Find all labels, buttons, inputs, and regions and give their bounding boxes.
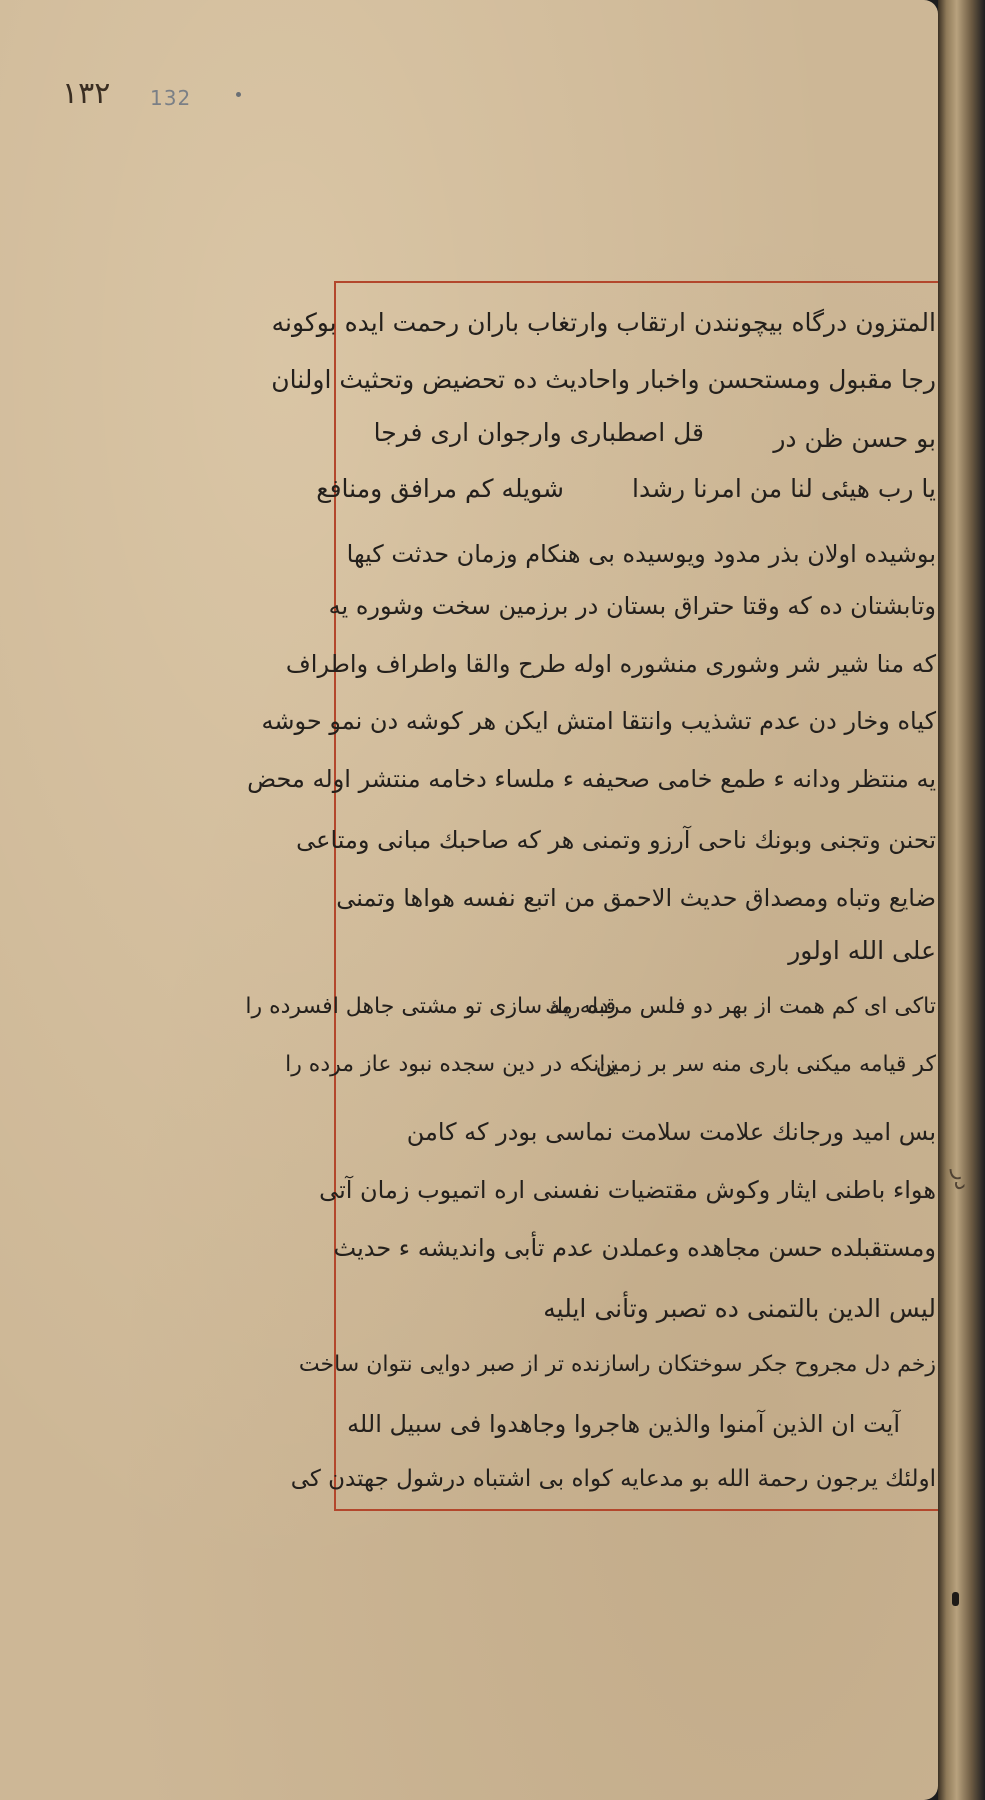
- verse-hemistich: زانکه در دین سجده نبود عاز مرده را: [285, 1052, 616, 1077]
- text-block: [245, 300, 936, 1500]
- verse-hemistich: کر قیامه میکنی باری منه سر بر زمین: [595, 1052, 936, 1077]
- text-line: علی الله اولور: [788, 936, 936, 965]
- margin-note: در: [949, 1169, 974, 1190]
- text-line: لیس الدین بالتمنی ده تصبر وتأنی ایلیه: [543, 1294, 936, 1323]
- text-line: وتابشتان ده که وقتا حتراق بستان در برزمین سخت وشوره یه: [328, 592, 936, 620]
- text-line: ومستقبلده حسن مجاهده وعملدن عدم تأبی واندیشه ء حدیث: [333, 1234, 936, 1262]
- verse-hemistich: سازنده تر از صبر دوایی نتوان ساخت: [298, 1352, 636, 1377]
- text-line: المتزون درگاه بیچونندن ارتقاب وارتغاب باران رحمت ایده بوکونه: [271, 308, 936, 337]
- text-line: کیاه وخار دن عدم تشذیب وانتقا امتش ایکن هر کوشه دن نمو حوشه: [261, 707, 936, 735]
- text-line: قل اصطباری وارجوان اری فرجا: [373, 418, 704, 447]
- ink-dot: [236, 92, 241, 97]
- text-line: هواء باطنی ایثار وکوش مقتضیات نفسنی اره اتمیوب زمان آتی: [319, 1176, 936, 1204]
- verse-hemistich: تاکی ای کم همت از بهر دو فلس مرده ریك: [545, 994, 936, 1019]
- quran-verse-line: آیت ان الذین آمنوا والذین هاجروا وجاهدوا فی سبیل الله: [347, 1410, 900, 1438]
- verse-hemistich: قبله مه سازی تو مشتی جاهل افسرده را: [245, 994, 616, 1019]
- text-line: که منا شیر شر وشوری منشوره اوله طرح والقا واطراف واطراف: [285, 650, 936, 678]
- text-line: ضایع وتباه ومصداق حدیث الاحمق من اتبع نفسه هواها وتمنی: [336, 884, 936, 912]
- text-line: تحنن وتجنی وبونك ناحی آرزو وتمنی هر که صاحبك مبانی ومتاعی: [296, 826, 936, 854]
- folio-number: ١٣٢: [62, 76, 111, 111]
- text-line: بو حسن ظن در: [773, 424, 936, 453]
- text-line: اولئك یرجون رحمة الله بو مدعایه کواه بی اشتباه درشول جهتدن کی: [290, 1466, 936, 1492]
- ink-mark: [952, 1592, 959, 1606]
- text-line: یا رب هیئی لنا من امرنا رشدا: [632, 474, 936, 503]
- pencil-folio-number: 132: [150, 86, 192, 110]
- text-line: بس امید ورجانك علامت سلامت نماسی بودر که کامن: [406, 1118, 936, 1146]
- verse-hemistich: زخم دل مجروح جکر سوختکان را: [633, 1352, 936, 1377]
- text-line: رجا مقبول ومستحسن واخبار واحادیث ده تحضیض وتحثیث اولنان: [271, 365, 936, 394]
- text-line: شویله کم مرافق ومنافع: [316, 474, 564, 503]
- text-line: یه منتظر ودانه ء طمع خامی صحیفه ء ملساء دخامه منتشر اوله محض: [247, 765, 936, 793]
- text-line: بوشیده اولان بذر مدود ویوسیده بی هنکام وزمان حدثت کیها: [346, 540, 936, 568]
